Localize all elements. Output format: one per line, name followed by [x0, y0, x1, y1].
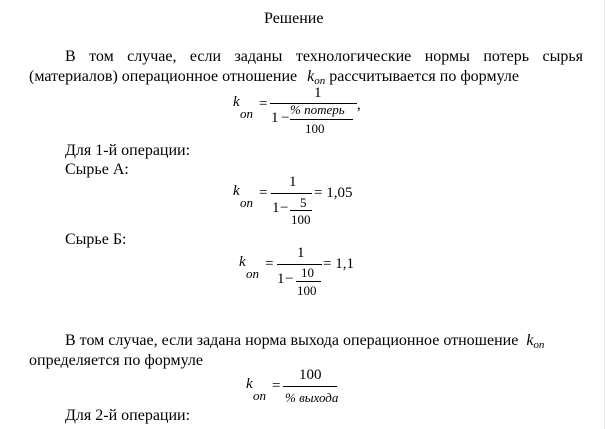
formula-2-inner-bar — [290, 210, 312, 211]
formula-3-inner-denominator: 100 — [297, 283, 317, 298]
heading-solution: Решение — [264, 10, 324, 27]
formula-1-one: 1 — [271, 110, 279, 126]
formula-3-one: 1 — [277, 271, 285, 287]
formula-1-k: k — [233, 94, 240, 110]
formula-2-k: k — [233, 183, 240, 199]
operation-1-label: Для 1-й операции: — [65, 142, 191, 159]
formula-3-inner-numerator: 10 — [301, 265, 314, 280]
formula-4-denominator: % выхода — [285, 390, 339, 405]
formula-3-minus: − — [285, 271, 294, 287]
formula-1-sub: on — [240, 106, 253, 121]
paragraph-2-line-2: определяется по формуле — [29, 352, 203, 369]
formula-3-k: k — [239, 254, 246, 270]
formula-3-numerator: 1 — [297, 245, 305, 261]
formula-3-inner-bar — [296, 281, 321, 282]
paragraph-1-line-2 — [29, 67, 519, 88]
paragraph-2-line-1 — [65, 331, 544, 352]
formula-2-result: = 1,05 — [314, 185, 353, 201]
paragraph-2-line-1-text: В том случае, если задана норма выхода операционное отношение — [65, 332, 519, 349]
raw-b-label: Сырье Б: — [65, 231, 127, 248]
formula-4-numerator: 100 — [299, 367, 322, 383]
k-symbol-2: k — [526, 332, 534, 349]
formula-2-inner-numerator: 5 — [300, 195, 307, 210]
formula-4-eq: = — [272, 378, 281, 394]
formula-1-inner-numerator: % потерь — [290, 102, 345, 117]
formula-2-inner-denominator: 100 — [291, 212, 311, 227]
paragraph-1-line-2-text-b: рассчитывается по формуле — [329, 68, 519, 85]
formula-3-main-bar — [277, 264, 322, 265]
raw-a-label: Сырье А: — [65, 161, 129, 178]
operation-2-label: Для 2-й операции: — [65, 407, 191, 424]
k-symbol: k — [307, 68, 315, 85]
formula-1-numerator: 1 — [314, 85, 322, 101]
paragraph-1-line-1: В том случае, если заданы технологические нормы потерь сырья — [65, 48, 583, 65]
k-subscript: on — [314, 75, 326, 87]
formula-4-sub: on — [253, 388, 266, 403]
formula-2-minus: − — [280, 200, 289, 216]
formula-1-minus: − — [281, 110, 290, 126]
formula-2-numerator: 1 — [289, 174, 297, 190]
formula-4-bar — [283, 386, 337, 387]
formula-4-k: k — [246, 376, 253, 392]
formula-2-one: 1 — [272, 200, 280, 216]
formula-2-main-bar — [271, 193, 312, 194]
formula-2-eq: = — [259, 185, 268, 201]
formula-1-inner-denominator: 100 — [305, 121, 325, 136]
k-subscript-2: on — [533, 339, 545, 351]
formula-3-sub: on — [246, 266, 259, 281]
paragraph-1-line-2-text-a: (материалов) операционное отношение — [29, 68, 298, 85]
formula-1-inner-bar — [290, 119, 353, 120]
formula-3-result: = 1,1 — [323, 256, 354, 272]
formula-1-comma: , — [357, 97, 361, 113]
formula-2-sub: on — [240, 195, 253, 210]
formula-3-eq: = — [265, 256, 274, 272]
formula-1-eq: = — [259, 96, 268, 112]
